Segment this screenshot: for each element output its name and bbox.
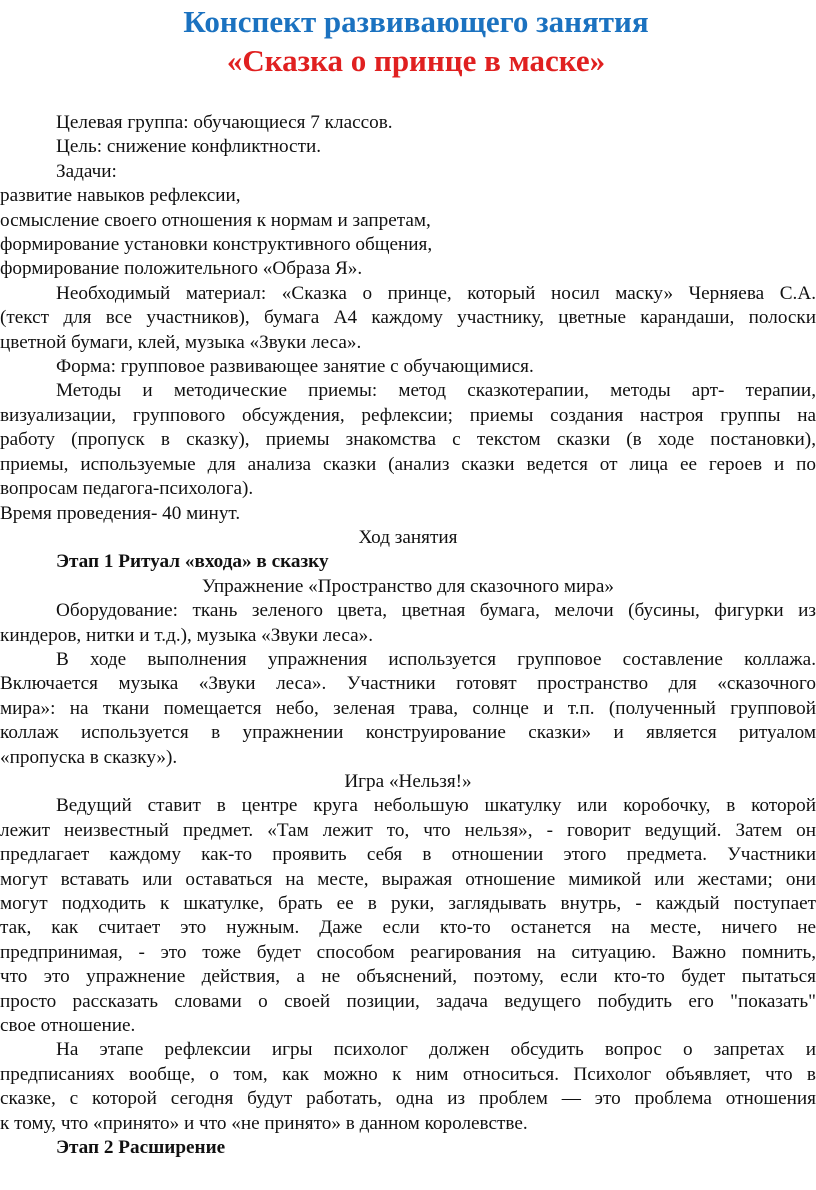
task-item: формирование установки конструктивного общения, (0, 234, 433, 256)
methods-paragraph (0, 379, 816, 501)
game-line: Ведущий ставит в центре круга небольшую шкатулку или коробочку, в которой (56, 795, 816, 817)
task-item: осмысление своего отношения к нормам и запретам, (0, 209, 431, 231)
stage1-heading: Этап 1 Ритуал «входа» в сказку (56, 551, 329, 573)
methods-line: визуализации, группового обсуждения, рефлексии; приемы создания настроя группы на (0, 404, 816, 426)
materials-paragraph (0, 282, 816, 355)
game-line: предлагает каждому как-то проявить себя в отношении этого предмета. Участники (0, 844, 816, 866)
target-group-line: Целевая группа: обучающиеся 7 классов. (56, 112, 393, 133)
duration-line: Время проведения- 40 минут. (0, 502, 241, 524)
description-line: «пропуска в сказку»). (0, 746, 178, 768)
description-line: мира»: на ткани помещается небо, зеленая трава, солнце и т.п. (полученный групповой (0, 697, 816, 719)
description-line: коллаж используется в упражнении конструирование сказки» и является ритуалом (0, 722, 816, 744)
game-line: могут подходить к шкатулке, брать ее в руки, заглядывать внутрь, - каждый поступает (0, 893, 816, 914)
methods-line: работу (пропуск в сказку), приемы знакомства с текстом сказки (в ходе постановки), (0, 429, 816, 451)
materials-line: Необходимый материал: «Сказка о принце, который носил маску» Черняева С.А. (56, 282, 816, 304)
equipment-line: киндеров, нитки и т.д.), музыка «Звуки леса». (0, 624, 374, 646)
game-line: что это упражнение действия, а не объяснений, поэтому, если кто-то будет пытаться (0, 966, 816, 988)
exercise-description (0, 648, 816, 770)
game-line: лежит неизвестный предмет. «Там лежит то, что нельзя», - говорит ведущий. Затем он (0, 819, 816, 841)
game-line: свое отношение. (0, 1015, 136, 1037)
tasks-list (0, 184, 816, 282)
game-paragraph (0, 794, 816, 1038)
reflection-line: На этапе рефлексии игры психолог должен обсудить вопрос о запретах и (56, 1039, 816, 1061)
description-line: В ходе выполнения упражнения используется групповое составление коллажа. (56, 648, 816, 670)
game-line: могут вставать или оставаться на месте, выражая отношение мимикой или жестами; они (0, 868, 816, 890)
methods-line: вопросам педагога-психолога). (0, 478, 254, 500)
equipment-paragraph (0, 599, 816, 648)
reflection-paragraph (0, 1038, 816, 1136)
course-heading: Ход занятия (358, 526, 458, 548)
reflection-line: к тому, что «принято» и что «не принято» в данном королевстве. (0, 1112, 528, 1134)
title-line-1: Конспект развивающего занятия (183, 4, 649, 39)
description-line: Включается музыка «Звуки леса». Участники готовят пространство для «сказочного (0, 673, 816, 695)
reflection-line: предписаниях вообще, о том, как можно к ним относиться. Психолог объявляет, что в (0, 1063, 816, 1085)
game-line: так, как считает это нужным. Даже если кто-то останется на месте, ничего не (0, 917, 816, 939)
exercise-title: Упражнение «Пространство для сказочного мира» (201, 575, 614, 597)
title-line-2: «Сказка о принце в маске» (226, 43, 606, 78)
equipment-line: Оборудование: ткань зеленого цвета, цветная бумага, мелочи (бусины, фигурки из (56, 600, 816, 622)
methods-line: приемы, используемые для анализа сказки (анализ сказки ведется от лица ее героев и по (0, 453, 816, 475)
goal-line: Цель: снижение конфликтности. (56, 136, 322, 158)
materials-line: цветной бумаги, клей, музыка «Звуки леса». (0, 331, 362, 353)
stage2-heading: Этап 2 Расширение (56, 1137, 226, 1159)
form-line: Форма: групповое развивающее занятие с обучающимися. (56, 356, 534, 378)
reflection-line: сказке, с которой сегодня будут работать, одна из проблем — это проблема отношения (0, 1088, 816, 1110)
game-title: Игра «Нельзя!» (344, 770, 472, 792)
tasks-label: Задачи: (56, 160, 117, 182)
methods-line: Методы и методические приемы: метод сказкотерапии, методы арт- терапии, (56, 380, 816, 402)
document-body (0, 111, 816, 1160)
game-line: предпринимая, - это тоже будет способом реагирования на ситуацию. Важно помнить, (0, 941, 816, 963)
game-line: просто рассказать словами о своей позиции, задача ведущего побудить его "показать" (0, 990, 816, 1012)
materials-line: (текст для все участников), бумага А4 каждому участнику, цветные карандаши, полоски (0, 307, 816, 329)
task-item: формирование положительного «Образа Я». (0, 258, 363, 280)
task-item: развитие навыков рефлексии, (0, 185, 241, 207)
